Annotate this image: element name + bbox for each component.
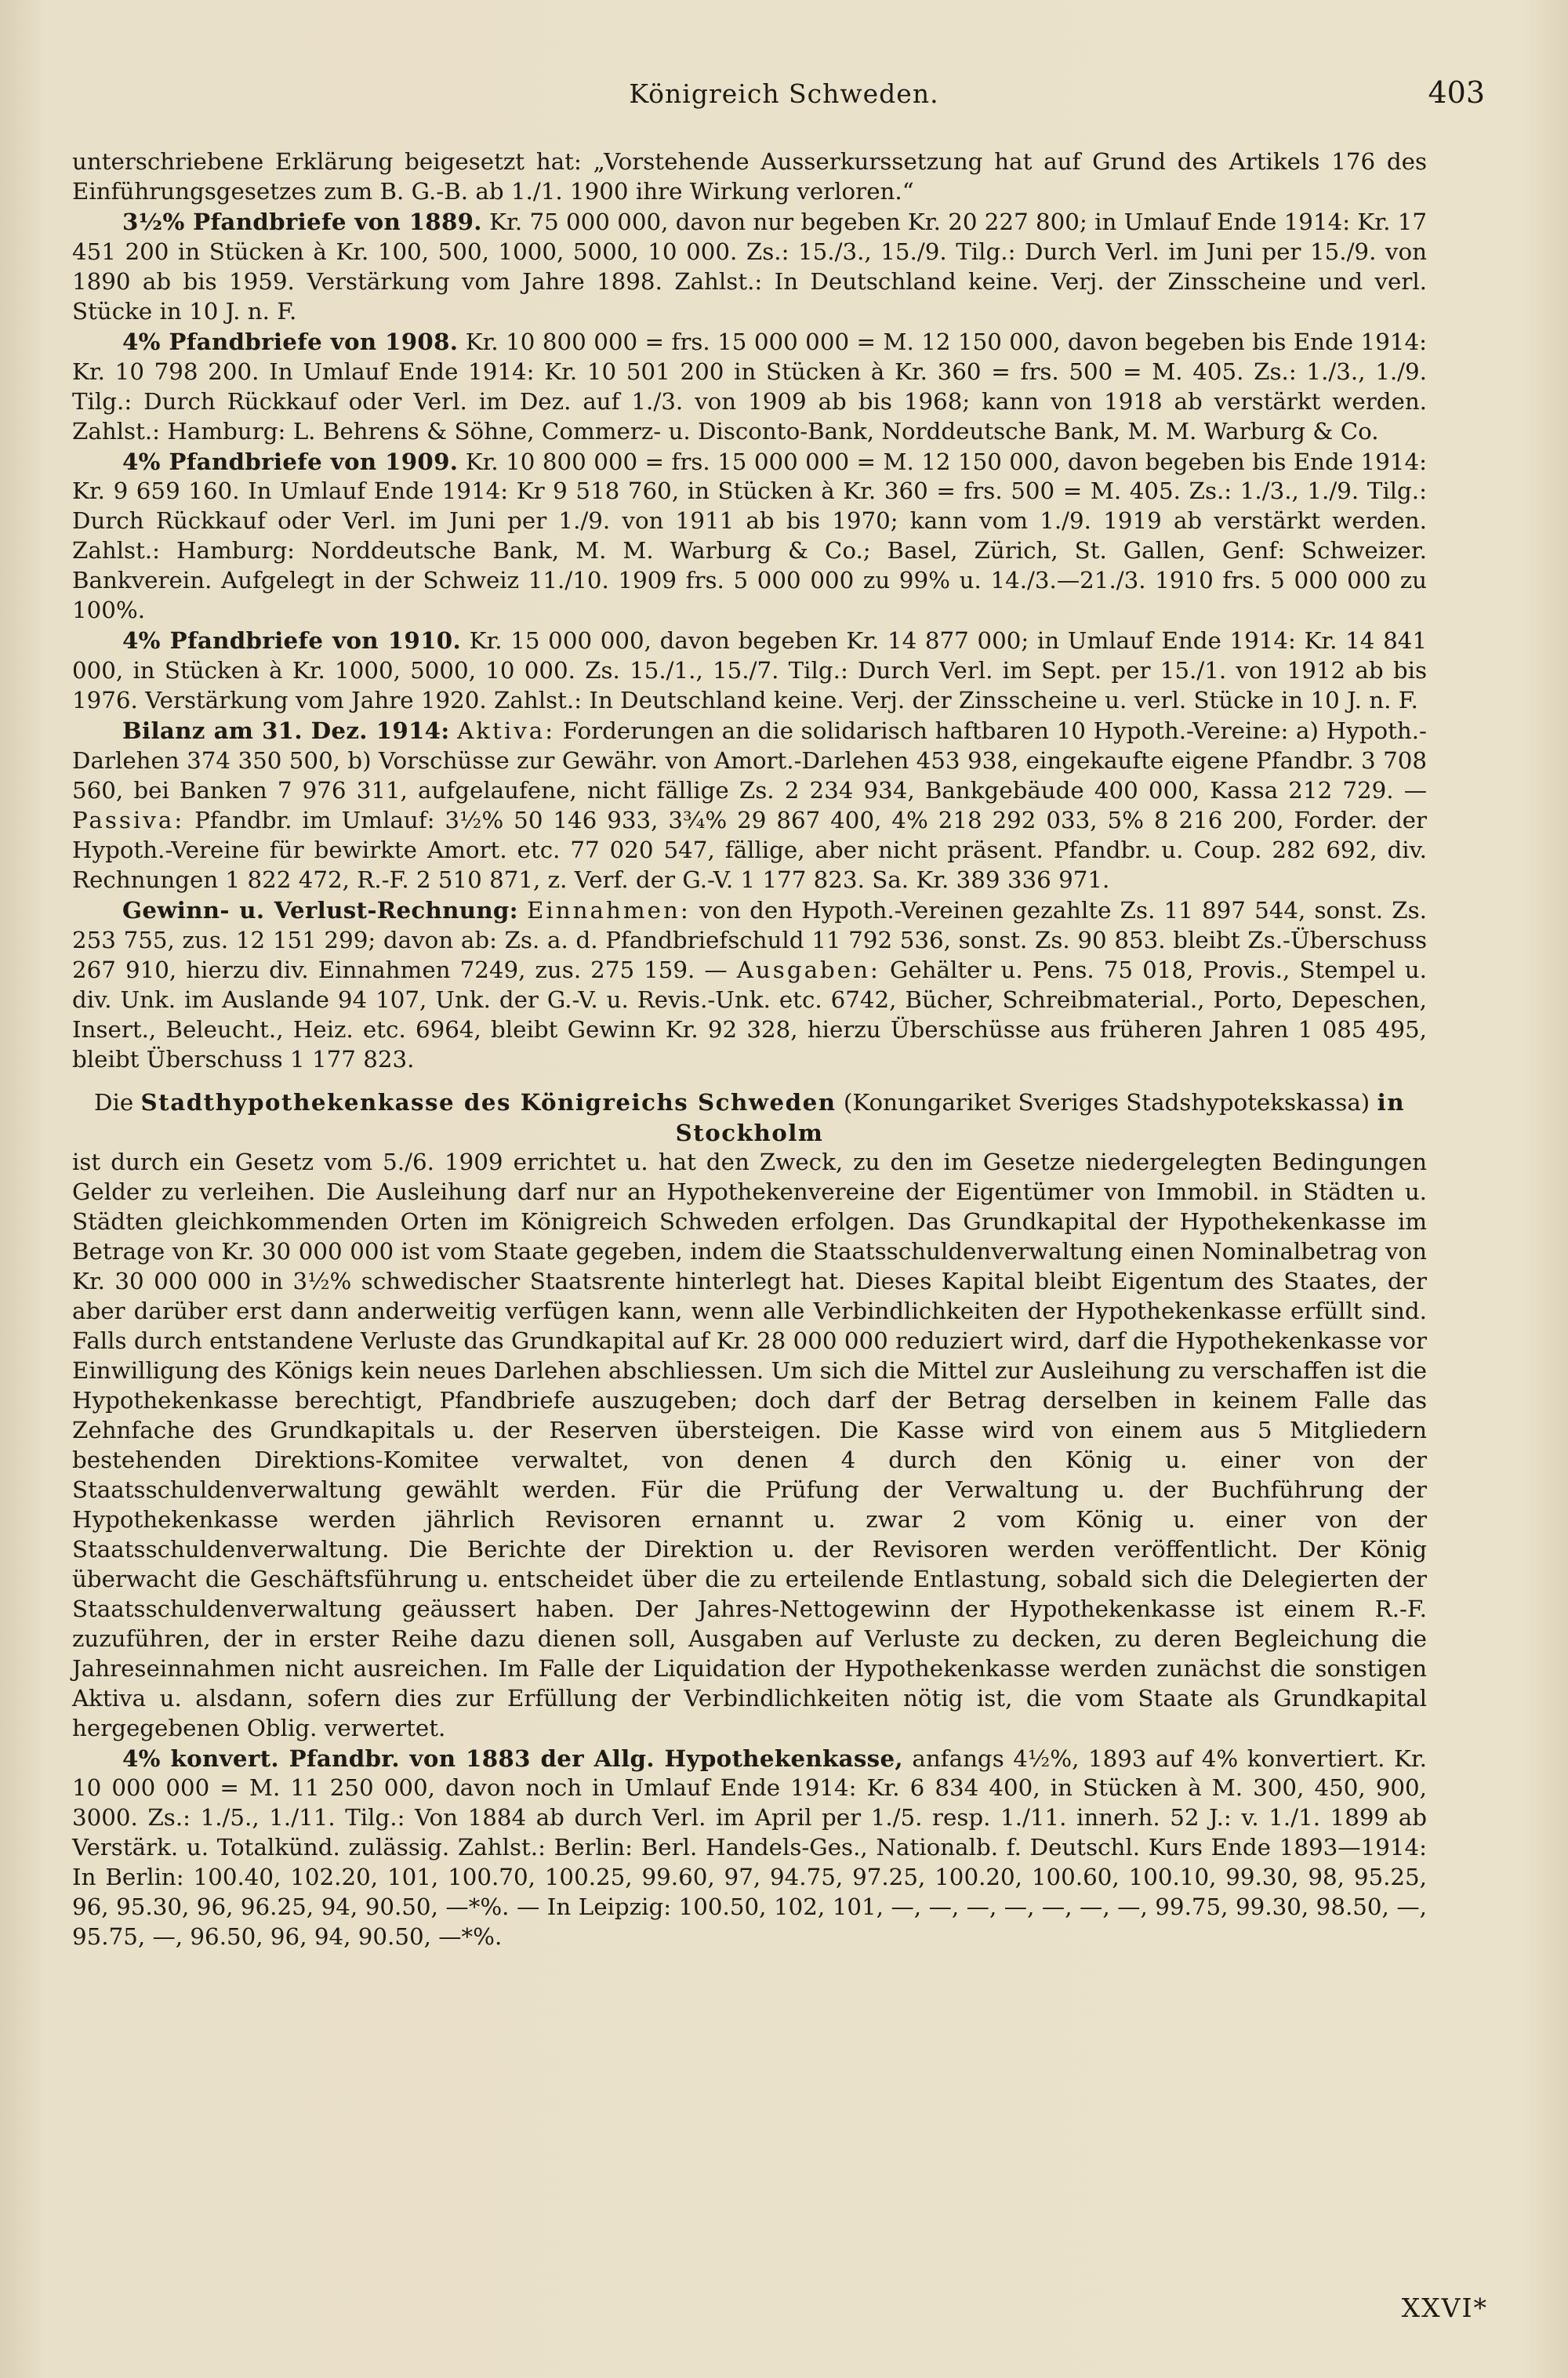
paragraph-lead: Gewinn- u. Verlust-Rechnung: — [122, 895, 518, 924]
heading-in: in — [1377, 1087, 1405, 1116]
paragraph-lead: 4% Pfandbriefe von 1910. — [122, 626, 461, 655]
heading-prefix: Die — [93, 1088, 134, 1116]
paragraph-text: anfangs 4½%, 1893 auf 4% konvertiert. Kr. 10 000 000 = M. 11 250 000, davon noch in Umlauf Ende 1914: Kr. 6 834 400, in Stücken à M. 300, 450, 900, 3000. Zs.: 1./5., 1./11. Tilg.: Von 1884 ab durch Verl. im April per 1./5. resp. 1./11. innerh. 52 J.: v. 1./1. 1899 ab Verstärk. u. Totalkünd. zulässig. Zahlst.: Berlin: Berl. Handels-Ges., Nationalb. f. Deutschl. Kurs Ende 1893—1914: In Berlin: 100.40, 102.20, 101, 100.70, 100.25, 99.60, 97, 94.75, 97.25, 100.20, 100.60, 100.10, 99.30, 98, 95.25, 96, 95.30, 96, 96.25, 94, 90.50, —*%. — In Leipzig: 100.50, 102, 101, —, —, —, —, —, —, —, 99.75, 99.30, 98.50, —, 95.75, —, 96.50, 96, 94, 90.50, —*%. — [72, 1744, 1427, 1951]
paragraph-text: Kr. 10 800 000 = frs. 15 000 000 = M. 12 150 000, davon begeben bis Ende 1914: Kr. 10 798 200. In Umlauf Ende 1914: Kr. 10 501 200 in Stücken à Kr. 360 = frs. 500 = M. 405. Zs.: 1./3., 1./9. Tilg.: Durch Rückkauf oder Verl. im Dez. auf 1./3. von 1909 ab bis 1968; kann von 1918 ab verstärkt werden. Zahlst.: Hamburg: L. Behrens & Söhne, Commerz- u. Disconto-Bank, Norddeutsche Bank, M. M. Warburg & Co. — [72, 328, 1427, 445]
paragraph-text: Kr. 15 000 000, davon begeben Kr. 14 877 000; in Umlauf Ende 1914: Kr. 14 841 000, in Stücken à Kr. 1000, 5000, 10 000. Zs. 15./1., 15./7. Tilg.: Durch Verl. im Sept. per 15./1. von 1912 ab bis 1976. Verstärkung vom Jahre 1920. Zahlst.: In Deutschland keine. Verj. der Zinsscheine u. verl. Stücke in 10 J. n. F. — [72, 627, 1427, 714]
section-heading — [72, 1087, 1427, 1149]
paragraph-konvert-pfandbriefe — [72, 1744, 1427, 1953]
paragraph-bilanz — [72, 716, 1427, 895]
paragraph-lead: 4% Pfandbriefe von 1909. — [122, 447, 459, 475]
paragraph-lead: 3½% Pfandbriefe von 1889. — [122, 207, 482, 235]
paragraph-text: ist durch ein Gesetz vom 5./6. 1909 errichtet u. hat den Zweck, zu den im Gesetze niedergelegten Bedingungen Gelder zu verleihen. Die Ausleihung darf nur an Hypothekenvereine der Eigentümer von Immobil. in Städten u. Städten gleichkommenden Orten im Königreich Schweden erfolgen. Das Grundkapital der Hypothekenkasse im Betrage von Kr. 30 000 000 ist vom Staate gegeben, indem die Staatsschuldenverwaltung einen Nominalbetrag von Kr. 30 000 000 in 3½% schwedischer Staatsrente hinterlegt hat. Dieses Kapital bleibt Eigentum des Staates, der aber darüber erst dann anderweitig verfügen kann, wenn alle Verbindlichkeiten der Hypothekenkasse erfüllt sind. Falls durch entstandene Verluste das Grundkapital auf Kr. 28 000 000 reduziert wird, darf die Hypothekenkasse vor Einwilligung des Königs kein neues Darlehen abschliessen. Um sich die Mittel zur Ausleihung zu verschaffen ist die Hypothekenkasse berechtigt, Pfandbriefe auszugeben; doch darf der Betrag derselben in keinem Falle das Zehnfache des Grundkapitals u. der Reserven übersteigen. Die Kasse wird von einem aus 5 Mitgliedern bestehenden Direktions-Komitee verwaltet, von denen 4 durch den König u. einer von der Staatsschuldenverwaltung gewählt werden. Für die Prüfung der Verwaltung u. der Buchführung der Hypothekenkasse werden jährlich Revisoren ernannt u. zwar 2 vom König u. einer von der Staatsschuldenverwaltung. Die Berichte der Direktion u. der Revisoren werden veröffentlicht. Der König überwacht die Geschäftsführung u. entscheidet über die zu erteilende Entlastung, sobald sich die Delegierten der Staatsschuldenverwaltung geäussert haben. Der Jahres-Nettogewinn der Hypothekenkasse ist einem R.-F. zuzuführen, der in erster Reihe dazu dienen soll, Ausgaben auf Verluste zu decken, zu deren Begleichung die Jahreseinnahmen nicht ausreichen. Im Falle der Liquidation der Hypothekenkasse werden zunächst die sonstigen Aktiva u. alsdann, sofern dies zur Erfüllung der Verbindlichkeiten nötig ist, die vom Staate als Grundkapital hergegebenen Oblig. verwertet. — [72, 1149, 1427, 1741]
signature-mark: XXVI* — [1401, 2293, 1488, 2323]
paragraph-pfandbriefe-1889 — [72, 207, 1427, 327]
section-label-passiva: Passiva: — [72, 806, 185, 833]
paragraph-pfandbriefe-1910 — [72, 626, 1427, 716]
paragraph-text: von den Hypoth.-Vereinen gezahlte Zs. 11 897 544, sonst. Zs. 253 755, zus. 12 151 299; davon ab: Zs. a. d. Pfandbriefschuld 11 792 536, sonst. Zs. 90 853. bleibt Zs.-Überschuss 267 910, hierzu div. Einnahmen 7249, zus. 275 159. — — [72, 896, 1427, 983]
paragraph-text: Forderungen an die solidarisch haftbaren 10 Hypoth.-Vereine: a) Hypoth.-Darlehen 374 350 500, b) Vorschüsse zur Gewähr. von Amort.-Darlehen 453 938, eingekaufte eigene Pfandbr. 3 708 560, bei Banken 7 976 311, aufgelaufene, nicht fällige Zs. 2 234 934, Bankgebäude 400 000, Kassa 212 729. — — [72, 717, 1427, 804]
paragraph-pfandbriefe-1909 — [72, 447, 1427, 626]
page-number: 403 — [1428, 75, 1485, 110]
section-label-ausgaben: Ausgaben: — [736, 956, 880, 983]
paragraph-text: Gehälter u. Pens. 75 018, Provis., Stempel u. div. Unk. im Auslande 94 107, Unk. der G.-V. u. Revis.-Unk. etc. 6742, Bücher, Schreibmaterial., Porto, Depeschen, Insert., Beleucht., Heiz. etc. 6964, bleibt Gewinn Kr. 92 328, hierzu Überschüsse aus früheren Jahren 1 085 495, bleibt Überschuss 1 177 823. — [72, 956, 1427, 1073]
paragraph-institution-description — [72, 1148, 1427, 1743]
paragraph-lead: 4% Pfandbriefe von 1908. — [122, 327, 459, 355]
running-title: Königreich Schweden. — [629, 78, 939, 109]
paragraph-gewinn-verlust — [72, 895, 1427, 1075]
heading-institution-name: Stadthypothekenkasse des Königreichs Schweden — [140, 1087, 837, 1116]
paragraph-pfandbriefe-1908 — [72, 327, 1427, 447]
page-header — [72, 72, 1496, 119]
paragraph-lead: 4% konvert. Pfandbr. von 1883 der Allg. Hypothekenkasse, — [122, 1744, 903, 1772]
section-label-einnahmen: Einnahmen: — [527, 896, 691, 924]
section-label-aktiva: Aktiva: — [457, 717, 556, 745]
heading-native-name: (Konungariket Sveriges Stadshypotekskassa) — [843, 1088, 1370, 1116]
paragraph-text: Kr. 10 800 000 = frs. 15 000 000 = M. 12 150 000, davon begeben bis Ende 1914: Kr. 9 659 160. In Umlauf Ende 1914: Kr 9 518 760, in Stücken à Kr. 360 = frs. 500 = M. 405. Zs.: 1./3., 1./9. Tilg.: Durch Rückkauf oder Verl. im Juni per 1./9. von 1911 ab bis 1970; kann vom 1./9. 1919 ab verstärkt werden. Zahlst.: Hamburg: Norddeutsche Bank, M. M. Warburg & Co.; Basel, Zürich, St. Gallen, Genf: Schweizer. Bankverein. Aufgelegt in der Schweiz 11./10. 1909 frs. 5 000 000 zu 99% u. 14./3.—21./3. 1910 frs. 5 000 000 zu 100%. — [72, 448, 1427, 624]
paragraph-intro-continuation — [72, 147, 1427, 207]
heading-city: Stockholm — [675, 1118, 824, 1146]
paragraph-text: Pfandbr. im Umlauf: 3½% 50 146 933, 3¾% 29 867 400, 4% 218 292 033, 5% 8 216 200, Forder. der Hypoth.-Vereine für bewirkte Amort. etc. 77 020 547, fällige, aber nicht präsent. Pfandbr. u. Coup. 282 692, div. Rechnungen 1 822 472, R.-F. 2 510 871, z. Verf. der G.-V. 1 177 823. Sa. Kr. 389 336 971. — [72, 806, 1427, 893]
paragraph-text: unterschriebene Erklärung beigesetzt hat: „Vorstehende Ausserkurssetzung hat auf Grund des Artikels 176 des Einführungsgesetzes zum B. G.-B. ab 1./1. 1900 ihre Wirkung verloren.“ — [72, 148, 1427, 205]
paragraph-lead: Bilanz am 31. Dez. 1914: — [122, 717, 450, 745]
paragraph-text: Kr. 75 000 000, davon nur begeben Kr. 20 227 800; in Umlauf Ende 1914: Kr. 17 451 200 in Stücken à Kr. 100, 500, 1000, 5000, 10 000. Zs.: 15./3., 15./9. Tilg.: Durch Verl. im Juni per 15./9. von 1890 ab bis 1959. Verstärkung vom Jahre 1898. Zahlst.: In Deutschland keine. Verj. der Zinsscheine und verl. Stücke in 10 J. n. F. — [72, 208, 1427, 325]
body-text — [72, 147, 1427, 1952]
